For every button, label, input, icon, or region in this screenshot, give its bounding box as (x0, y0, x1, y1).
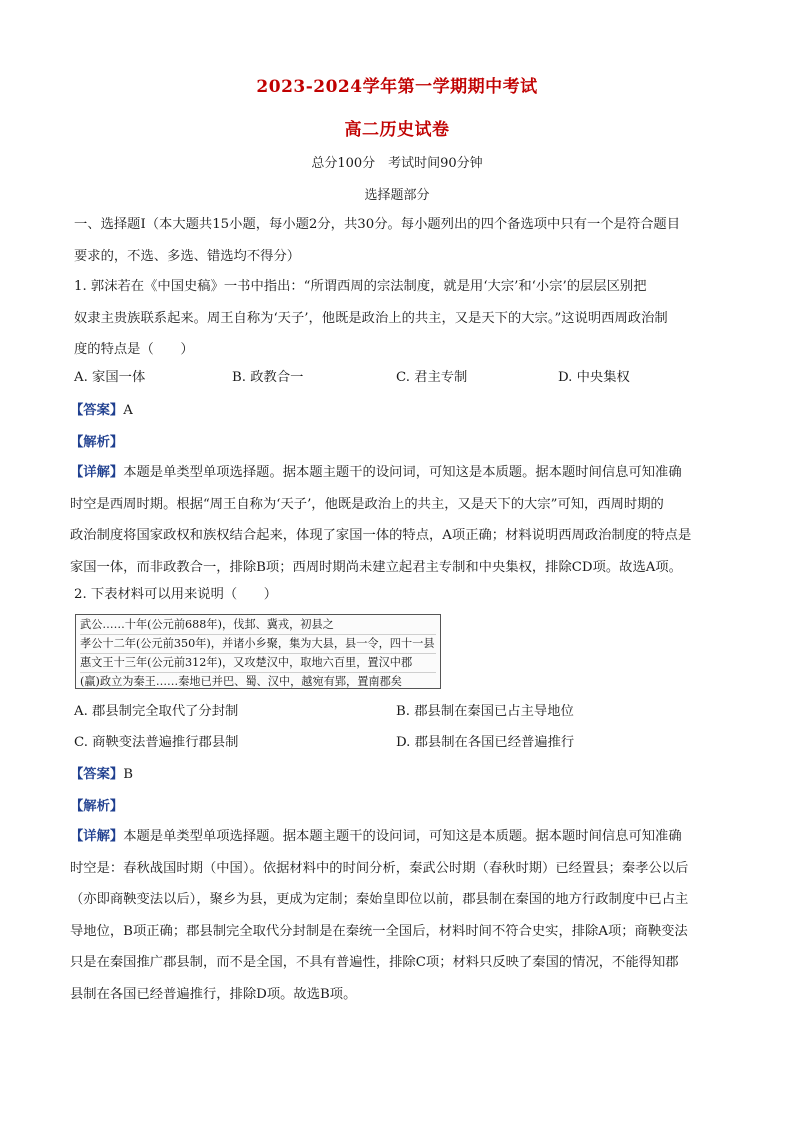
instructions (74, 209, 724, 272)
detail-line: 政治制度将国家政权和族权结合起来，体现了家国一体的特点，A项正确；材料说明西周政治制度的特点是 (70, 528, 692, 544)
detail-line: 【详解】本题是单类型单项选择题。据本题主题干的设问词，可知这是本质题。据本题时间信息可知准确 (70, 465, 682, 480)
option-d: D. 郡县制在各国已经普遍推行 (396, 735, 575, 750)
question-stem-line: 奴隶主贵族联系起来。周王自称为‘天子’，他既是政治上的共主，又是天下的大宗。”这说明西周政治制 (74, 310, 668, 326)
section-heading: 选择题部分 (364, 188, 430, 203)
analysis-tag: 【解析】 (70, 435, 124, 450)
instructions-line: 要求的，不选、多选、错选均不得分） (74, 248, 301, 264)
option-c: C. 君主专制 (396, 370, 468, 385)
option-a: A. 郡县制完全取代了分封制 (74, 704, 239, 719)
question-2-stem: 2. 下表材料可以用来说明（ ） (74, 587, 278, 602)
answer-value: B (123, 767, 133, 782)
detail-label: 详解 (83, 465, 110, 480)
answer-label: 答案 (83, 403, 110, 418)
table-row: (赢)政立为秦王……秦地已并巴、蜀、汉中，越宛有郢，置南郡矣 (80, 675, 402, 688)
exam-subtitle: 高二历史试卷 (344, 120, 450, 140)
option-a: A. 家国一体 (74, 370, 146, 385)
exam-info: 总分100分 考试时间90分钟 (311, 156, 483, 171)
detail-line: 县制在各国已经普遍推行，排除D项。故选B项。 (70, 986, 357, 1002)
question-2-detail (70, 821, 724, 1011)
analysis-label: 解析 (83, 435, 110, 450)
exam-title: 2023-2024学年第一学期期中考试 (256, 77, 538, 97)
answer-tag: 【答案】B (70, 767, 133, 782)
option-b: B. 政教合一 (232, 370, 304, 385)
analysis-label: 解析 (83, 799, 110, 814)
question-1-stem (74, 271, 724, 366)
detail-line: 时空是西周时期。根据“周王自称为‘天子’，他既是政治上的共主，又是天下的大宗”可知，西周时期的 (70, 496, 664, 512)
answer-value: A (123, 403, 133, 418)
detail-line: 家国一体，而非政教合一，排除B项；西周时期尚未建立起君主专制和中央集权，排除CD项。故选A项。 (70, 559, 682, 575)
table-row: 惠文王十三年(公元前312年)，又攻楚汉中，取地六百里，置汉中郡 (80, 654, 436, 673)
source-material-table (75, 614, 441, 689)
detail-line: 导地位，B项正确；郡县制完全取代分封制是在秦统一全国后，材料时间不符合史实，排除A项；商鞅变法 (70, 923, 688, 939)
question-1-detail (70, 457, 724, 583)
instructions-line: 一、选择题Ⅰ（本大题共15小题，每小题2分，共30分。每小题列出的四个备选项中只有一个是符合题目 (74, 217, 681, 232)
table-row: 孝公十二年(公元前350年)，并诸小乡聚，集为大县，县一令，四十一县 (80, 635, 436, 654)
detail-line: （亦即商鞅变法以后），聚乡为县，更成为定制；秦始皇即位以前，郡县制在秦国的地方行政制度中已占主 (70, 892, 689, 908)
detail-line: 时空是：春秋战国时期（中国）。依据材料中的时间分析，秦武公时期（春秋时期）已经置县；秦孝公以后 (70, 860, 689, 876)
option-d: D. 中央集权 (558, 370, 630, 385)
question-2-options-row-1 (74, 702, 724, 722)
detail-label: 详解 (83, 829, 110, 844)
answer-label: 答案 (83, 767, 110, 782)
detail-line: 【详解】本题是单类型单项选择题。据本题主题干的设问词，可知这是本质题。据本题时间信息可知准确 (70, 829, 682, 844)
question-2-options-row-2 (74, 733, 724, 753)
option-b: B. 郡县制在秦国已占主导地位 (396, 704, 574, 719)
table-row: 武公……十年(公元前688年)，伐邽、冀戎，初县之 (80, 616, 436, 635)
question-stem-line: 1. 郭沫若在《中国史稿》一书中指出：“所谓西周的宗法制度，就是用‘大宗’和‘小宗’的层层区别把 (74, 279, 647, 294)
option-c: C. 商鞅变法普遍推行郡县制 (74, 735, 239, 750)
answer-tag: 【答案】A (70, 403, 133, 418)
detail-line: 只是在秦国推广郡县制，而不是全国，不具有普遍性，排除C项；材料只反映了秦国的情况，不能得知郡 (70, 955, 679, 971)
question-stem-line: 度的特点是（ ） (74, 342, 194, 358)
question-1-options (74, 368, 724, 388)
analysis-tag: 【解析】 (70, 799, 124, 814)
